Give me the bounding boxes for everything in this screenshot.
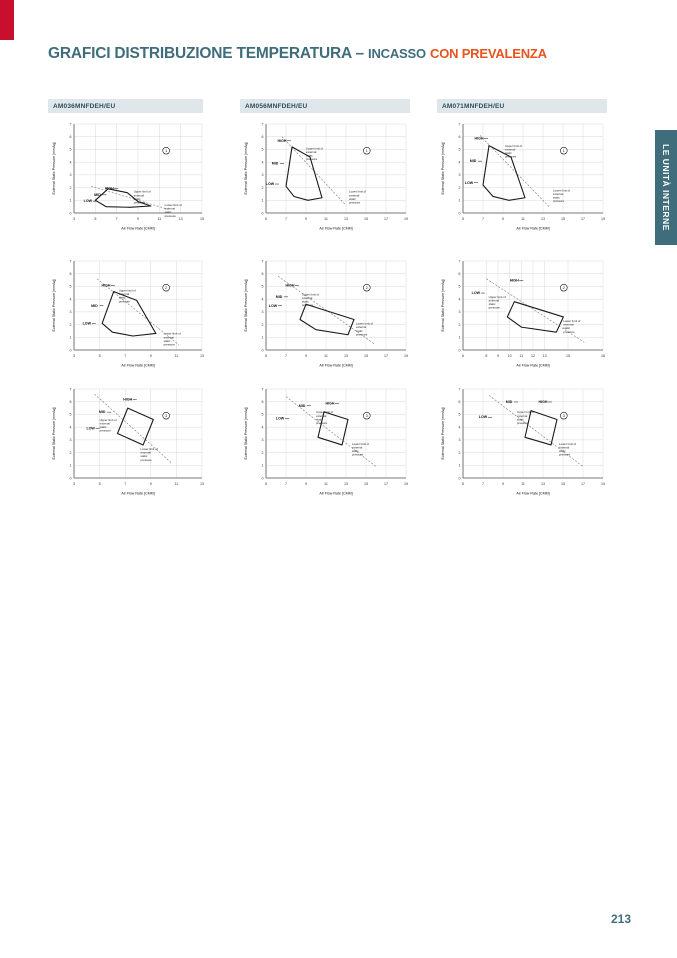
svg-text:2: 2 <box>261 450 264 455</box>
svg-text:5: 5 <box>261 412 264 417</box>
chart-plot <box>240 383 412 498</box>
svg-text:pressure: pressure <box>505 154 517 159</box>
svg-text:3: 3 <box>261 173 264 178</box>
svg-text:3: 3 <box>458 173 461 178</box>
svg-text:external: external <box>140 450 151 455</box>
svg-text:static: static <box>505 151 512 156</box>
svg-text:7: 7 <box>115 217 118 221</box>
svg-text:0: 0 <box>261 476 264 481</box>
svg-text:7: 7 <box>482 217 484 221</box>
svg-text:0: 0 <box>458 348 461 353</box>
svg-text:MID: MID <box>91 303 98 308</box>
svg-text:static: static <box>563 326 571 331</box>
svg-text:static: static <box>302 299 309 304</box>
svg-text:19: 19 <box>601 482 605 486</box>
svg-text:1: 1 <box>261 463 264 468</box>
page-title <box>48 45 547 63</box>
svg-text:7: 7 <box>458 387 461 392</box>
svg-text:Air Flow Rate [CMM]: Air Flow Rate [CMM] <box>319 226 353 231</box>
svg-text:13: 13 <box>541 217 545 221</box>
svg-text:3: 3 <box>73 482 75 486</box>
svg-text:17: 17 <box>581 217 585 221</box>
svg-text:MID: MID <box>505 399 513 404</box>
svg-text:7: 7 <box>69 387 72 392</box>
svg-text:9: 9 <box>305 354 307 358</box>
svg-text:0: 0 <box>261 211 264 216</box>
svg-text:Upper limit of: Upper limit of <box>316 410 334 415</box>
svg-text:Air Flow Rate [CMM]: Air Flow Rate [CMM] <box>121 226 155 231</box>
svg-text:9: 9 <box>305 482 307 486</box>
svg-text:19: 19 <box>404 482 408 486</box>
svg-text:13: 13 <box>542 354 547 358</box>
side-tab-chapter <box>655 130 677 245</box>
page-title-prevalenza: CON PREVALENZA <box>430 46 547 61</box>
svg-text:Lower limit of: Lower limit of <box>163 331 181 336</box>
column-header-label-2: AM071MNFDEH/EU <box>442 102 505 110</box>
svg-text:2: 2 <box>458 185 461 190</box>
svg-text:External Static Pressure [mmAq: External Static Pressure [mmAq] <box>52 279 56 332</box>
svg-text:Upper limit of: Upper limit of <box>488 294 506 299</box>
svg-text:pressure: pressure <box>563 329 575 334</box>
svg-text:7: 7 <box>69 259 72 264</box>
svg-text:15: 15 <box>364 354 368 358</box>
svg-text:13: 13 <box>344 217 348 221</box>
svg-text:0: 0 <box>69 348 72 353</box>
svg-text:pressure: pressure <box>488 305 500 310</box>
svg-text:15: 15 <box>561 482 565 486</box>
svg-text:5: 5 <box>98 354 101 358</box>
column-header-2 <box>437 99 607 113</box>
svg-text:Lower limit of: Lower limit of <box>356 321 374 326</box>
svg-text:external: external <box>563 322 574 327</box>
svg-text:9: 9 <box>305 217 307 221</box>
svg-text:7: 7 <box>124 354 127 358</box>
svg-text:9: 9 <box>149 482 152 486</box>
svg-text:MID: MID <box>271 161 279 166</box>
svg-text:3: 3 <box>69 438 72 443</box>
chart-plot <box>48 118 208 233</box>
svg-text:static: static <box>316 417 323 422</box>
svg-text:HIGH: HIGH <box>509 278 519 283</box>
svg-text:4: 4 <box>261 425 264 430</box>
svg-text:0: 0 <box>458 211 461 216</box>
svg-text:LOW: LOW <box>464 180 474 185</box>
svg-text:Upper limit of: Upper limit of <box>517 410 535 415</box>
svg-text:0: 0 <box>261 348 264 353</box>
svg-text:3: 3 <box>458 438 461 443</box>
svg-text:9: 9 <box>149 354 152 358</box>
svg-text:4: 4 <box>458 160 461 165</box>
svg-text:pressure: pressure <box>349 200 361 205</box>
svg-text:static: static <box>553 195 560 200</box>
svg-text:12: 12 <box>531 354 535 358</box>
svg-text:pressure: pressure <box>356 332 368 337</box>
svg-text:0: 0 <box>458 476 461 481</box>
chart-plot <box>48 255 208 370</box>
svg-text:1: 1 <box>261 335 264 340</box>
svg-text:pressure: pressure <box>306 157 318 162</box>
svg-text:6: 6 <box>261 135 264 140</box>
svg-text:external: external <box>553 191 564 196</box>
svg-text:MID: MID <box>94 192 101 197</box>
svg-text:External Static Pressure [mmAq: External Static Pressure [mmAq] <box>441 142 445 195</box>
svg-text:5: 5 <box>261 147 264 152</box>
svg-text:6: 6 <box>458 272 461 277</box>
chart-plot <box>437 383 609 498</box>
svg-text:static: static <box>356 328 363 333</box>
svg-text:11: 11 <box>519 354 524 358</box>
svg-text:18: 18 <box>601 354 605 358</box>
svg-text:1: 1 <box>458 198 461 203</box>
svg-text:static: static <box>488 302 496 307</box>
svg-text:15: 15 <box>561 217 565 221</box>
svg-text:external: external <box>164 206 175 211</box>
svg-text:LOW: LOW <box>265 182 275 187</box>
svg-text:pressure: pressure <box>517 420 529 425</box>
svg-text:HIGH: HIGH <box>538 399 548 404</box>
svg-text:5: 5 <box>265 482 267 486</box>
svg-text:11: 11 <box>521 482 525 486</box>
chart-plot <box>240 118 412 233</box>
svg-text:HIGH: HIGH <box>101 283 111 288</box>
svg-text:LOW: LOW <box>86 426 95 431</box>
svg-text:6: 6 <box>458 400 461 405</box>
svg-text:Air Flow Rate [CMM]: Air Flow Rate [CMM] <box>121 491 155 496</box>
svg-text:Lower limit of: Lower limit of <box>559 441 577 446</box>
svg-text:HIGH: HIGH <box>285 283 295 288</box>
svg-text:static: static <box>517 417 524 422</box>
svg-text:2: 2 <box>458 322 461 327</box>
svg-text:5: 5 <box>458 147 461 152</box>
svg-text:17: 17 <box>384 482 388 486</box>
svg-text:Upper limit of: Upper limit of <box>118 288 136 293</box>
svg-text:MID: MID <box>275 294 283 299</box>
svg-text:External Static Pressure [mmAq: External Static Pressure [mmAq] <box>244 407 248 460</box>
svg-text:9: 9 <box>497 354 499 358</box>
chart-cell <box>48 255 208 370</box>
svg-text:0: 0 <box>69 211 72 216</box>
page-title-dash: – <box>355 45 364 62</box>
svg-text:Upper limit of: Upper limit of <box>133 189 151 194</box>
svg-text:6: 6 <box>69 135 72 140</box>
chart-cell <box>48 383 208 498</box>
chart-plot <box>240 255 412 370</box>
svg-text:2: 2 <box>69 185 72 190</box>
svg-text:7: 7 <box>458 122 461 127</box>
svg-text:6: 6 <box>69 400 72 405</box>
chart-plot <box>437 255 609 370</box>
svg-text:pressure: pressure <box>99 428 111 433</box>
chart-cell <box>437 118 609 233</box>
svg-text:static: static <box>164 210 172 215</box>
svg-text:external: external <box>517 413 528 418</box>
svg-text:17: 17 <box>384 354 388 358</box>
svg-text:Lower limit of: Lower limit of <box>563 319 581 324</box>
svg-text:1: 1 <box>69 198 72 203</box>
svg-text:5: 5 <box>69 284 72 289</box>
svg-text:external: external <box>99 421 110 426</box>
svg-text:11: 11 <box>521 217 525 221</box>
svg-text:external: external <box>133 193 145 198</box>
svg-text:15: 15 <box>566 354 570 358</box>
svg-text:static: static <box>306 153 313 158</box>
svg-text:4: 4 <box>69 297 72 302</box>
svg-text:Upper limit of: Upper limit of <box>306 146 324 151</box>
svg-text:4: 4 <box>458 297 461 302</box>
svg-text:0: 0 <box>69 476 72 481</box>
svg-text:HIGH: HIGH <box>325 401 335 406</box>
svg-text:pressure: pressure <box>118 299 131 304</box>
svg-text:static: static <box>99 424 107 429</box>
svg-text:pressure: pressure <box>163 342 175 347</box>
svg-text:11: 11 <box>174 482 179 486</box>
page-number: 213 <box>610 912 631 926</box>
svg-text:5: 5 <box>261 284 264 289</box>
svg-text:MID: MID <box>469 159 477 164</box>
svg-text:5: 5 <box>458 412 461 417</box>
svg-text:13: 13 <box>541 482 545 486</box>
chart-plot <box>48 383 208 498</box>
svg-text:5: 5 <box>94 217 97 221</box>
column-header-0 <box>48 99 203 113</box>
svg-text:15: 15 <box>364 482 368 486</box>
svg-text:HIGH: HIGH <box>277 138 287 143</box>
svg-text:2: 2 <box>69 322 72 327</box>
svg-text:Upper limit of: Upper limit of <box>302 292 320 297</box>
svg-text:pressure: pressure <box>302 303 314 308</box>
svg-text:external: external <box>302 295 313 300</box>
svg-text:external: external <box>118 292 130 297</box>
svg-text:9: 9 <box>502 482 504 486</box>
svg-text:1: 1 <box>562 149 565 154</box>
svg-text:pressure: pressure <box>553 199 565 204</box>
svg-text:5: 5 <box>458 284 461 289</box>
svg-text:pressure: pressure <box>316 420 328 425</box>
chart-cell <box>240 118 412 233</box>
svg-text:1: 1 <box>165 149 168 154</box>
svg-text:External Static Pressure [mmAq: External Static Pressure [mmAq] <box>441 279 445 332</box>
svg-text:6: 6 <box>462 354 464 358</box>
chart-cell <box>240 383 412 498</box>
svg-text:13: 13 <box>344 482 348 486</box>
svg-text:2: 2 <box>165 286 168 291</box>
svg-text:MID: MID <box>98 410 106 415</box>
svg-text:Lower limit of: Lower limit of <box>352 441 370 446</box>
svg-text:LOW: LOW <box>275 416 285 421</box>
svg-text:11: 11 <box>174 354 179 358</box>
svg-text:Lower limit of: Lower limit of <box>349 189 367 194</box>
chart-cell <box>48 118 208 233</box>
chart-cell <box>437 255 609 370</box>
svg-text:19: 19 <box>601 217 605 221</box>
svg-text:3: 3 <box>562 414 565 419</box>
svg-text:2: 2 <box>562 286 565 291</box>
svg-text:17: 17 <box>384 217 388 221</box>
svg-text:static: static <box>559 449 566 454</box>
svg-text:External Static Pressure [mmAq: External Static Pressure [mmAq] <box>441 407 445 460</box>
svg-text:Lower limit of: Lower limit of <box>140 447 158 452</box>
svg-text:19: 19 <box>404 217 408 221</box>
svg-text:1: 1 <box>261 198 264 203</box>
svg-text:External Static Pressure [mmAq: External Static Pressure [mmAq] <box>244 279 248 332</box>
svg-text:Upper limit of: Upper limit of <box>99 417 117 422</box>
svg-text:5: 5 <box>462 217 464 221</box>
svg-text:3: 3 <box>69 173 72 178</box>
svg-text:2: 2 <box>458 450 461 455</box>
svg-text:pressure: pressure <box>559 452 571 457</box>
svg-text:13: 13 <box>178 217 183 221</box>
svg-text:5: 5 <box>265 354 267 358</box>
svg-text:7: 7 <box>285 354 287 358</box>
svg-text:7: 7 <box>124 482 127 486</box>
svg-text:Air Flow Rate [CMM]: Air Flow Rate [CMM] <box>319 363 353 368</box>
svg-text:4: 4 <box>261 297 264 302</box>
svg-text:2: 2 <box>261 322 264 327</box>
svg-text:External Static Pressure [mmAq: External Static Pressure [mmAq] <box>52 407 56 460</box>
column-header-label-1: AM056MNFDEH/EU <box>245 102 308 110</box>
svg-text:7: 7 <box>458 259 461 264</box>
svg-text:3: 3 <box>73 217 75 221</box>
svg-text:4: 4 <box>69 425 72 430</box>
svg-text:pressure: pressure <box>140 457 152 462</box>
svg-text:5: 5 <box>69 147 72 152</box>
svg-text:Air Flow Rate [CMM]: Air Flow Rate [CMM] <box>121 363 155 368</box>
svg-text:19: 19 <box>404 354 408 358</box>
svg-text:5: 5 <box>265 217 267 221</box>
svg-text:Upper limit of: Upper limit of <box>505 143 523 148</box>
svg-text:pressure: pressure <box>164 213 176 218</box>
svg-text:6: 6 <box>458 135 461 140</box>
svg-text:external: external <box>352 445 363 450</box>
svg-text:LOW: LOW <box>471 291 481 296</box>
svg-text:9: 9 <box>137 217 139 221</box>
svg-text:Lower limit of: Lower limit of <box>553 188 571 193</box>
svg-text:10: 10 <box>507 354 512 358</box>
svg-text:pressure: pressure <box>133 200 145 205</box>
red-corner-marker <box>0 0 14 40</box>
svg-text:7: 7 <box>285 217 287 221</box>
svg-text:3: 3 <box>261 310 264 315</box>
svg-text:static: static <box>349 196 356 201</box>
chart-plot <box>437 118 609 233</box>
svg-text:external: external <box>349 193 360 198</box>
svg-text:3: 3 <box>365 414 368 419</box>
svg-text:static: static <box>118 295 126 300</box>
chart-cell <box>437 383 609 498</box>
svg-text:5: 5 <box>462 482 464 486</box>
svg-text:13: 13 <box>344 354 348 358</box>
svg-text:13: 13 <box>200 354 204 358</box>
chart-cell <box>240 255 412 370</box>
svg-text:LOW: LOW <box>268 303 278 308</box>
svg-text:External Static Pressure [mmAq: External Static Pressure [mmAq] <box>244 142 248 195</box>
svg-text:11: 11 <box>324 354 328 358</box>
side-tab-label: LE UNITÀ INTERNE <box>661 144 671 231</box>
svg-text:7: 7 <box>285 482 287 486</box>
svg-text:15: 15 <box>364 217 368 221</box>
svg-text:Air Flow Rate [CMM]: Air Flow Rate [CMM] <box>516 226 550 231</box>
svg-text:2: 2 <box>365 286 368 291</box>
page-title-incasso: INCASSO <box>368 46 426 61</box>
svg-text:8: 8 <box>485 354 488 358</box>
svg-text:HIGH: HIGH <box>104 186 114 191</box>
svg-text:11: 11 <box>324 482 328 486</box>
svg-text:4: 4 <box>458 425 461 430</box>
svg-text:Lower limit of: Lower limit of <box>164 203 182 208</box>
svg-text:9: 9 <box>502 217 504 221</box>
svg-text:6: 6 <box>69 272 72 277</box>
svg-text:4: 4 <box>69 160 72 165</box>
svg-text:3: 3 <box>458 310 461 315</box>
svg-text:3: 3 <box>73 354 75 358</box>
svg-text:Air Flow Rate [CMM]: Air Flow Rate [CMM] <box>319 491 353 496</box>
svg-text:external: external <box>559 445 570 450</box>
svg-text:6: 6 <box>261 272 264 277</box>
svg-text:static: static <box>133 196 141 201</box>
svg-text:HIGH: HIGH <box>123 397 133 402</box>
svg-text:1: 1 <box>69 463 72 468</box>
svg-text:LOW: LOW <box>83 199 93 204</box>
svg-text:11: 11 <box>324 217 328 221</box>
page-title-main: GRAFICI DISTRIBUZIONE TEMPERATURA <box>48 45 352 62</box>
svg-text:static: static <box>163 338 171 343</box>
svg-text:2: 2 <box>261 185 264 190</box>
svg-text:7: 7 <box>261 259 264 264</box>
svg-text:3: 3 <box>165 414 168 419</box>
svg-text:7: 7 <box>69 122 72 127</box>
svg-text:1: 1 <box>69 335 72 340</box>
svg-text:2: 2 <box>69 450 72 455</box>
svg-text:7: 7 <box>261 122 264 127</box>
svg-text:5: 5 <box>69 412 72 417</box>
svg-text:4: 4 <box>261 160 264 165</box>
svg-text:LOW: LOW <box>82 321 91 326</box>
svg-text:7: 7 <box>261 387 264 392</box>
svg-text:11: 11 <box>157 217 162 221</box>
column-header-label-0: AM036MNFDEH/EU <box>53 102 116 110</box>
svg-text:15: 15 <box>200 217 204 221</box>
svg-text:13: 13 <box>200 482 204 486</box>
svg-text:static: static <box>140 454 148 459</box>
svg-text:external: external <box>505 147 516 152</box>
svg-text:1: 1 <box>458 335 461 340</box>
svg-text:pressure: pressure <box>352 452 364 457</box>
column-header-1 <box>240 99 410 113</box>
svg-text:Air Flow Rate [CMM]: Air Flow Rate [CMM] <box>516 363 550 368</box>
svg-text:HIGH: HIGH <box>474 136 484 141</box>
svg-text:external: external <box>163 335 174 340</box>
svg-text:static: static <box>352 449 359 454</box>
svg-text:6: 6 <box>261 400 264 405</box>
svg-text:Air Flow Rate [CMM]: Air Flow Rate [CMM] <box>516 491 550 496</box>
svg-text:17: 17 <box>581 482 585 486</box>
svg-text:7: 7 <box>482 482 484 486</box>
svg-text:external: external <box>316 413 327 418</box>
svg-text:1: 1 <box>365 149 368 154</box>
svg-text:MID: MID <box>298 403 306 408</box>
svg-text:External Static Pressure [mmAq: External Static Pressure [mmAq] <box>52 142 56 195</box>
svg-text:3: 3 <box>69 310 72 315</box>
svg-text:external: external <box>488 298 499 303</box>
svg-text:external: external <box>356 325 367 330</box>
svg-text:LOW: LOW <box>478 415 488 420</box>
svg-text:external: external <box>306 150 317 155</box>
svg-text:1: 1 <box>458 463 461 468</box>
svg-text:3: 3 <box>261 438 264 443</box>
svg-text:5: 5 <box>98 482 101 486</box>
